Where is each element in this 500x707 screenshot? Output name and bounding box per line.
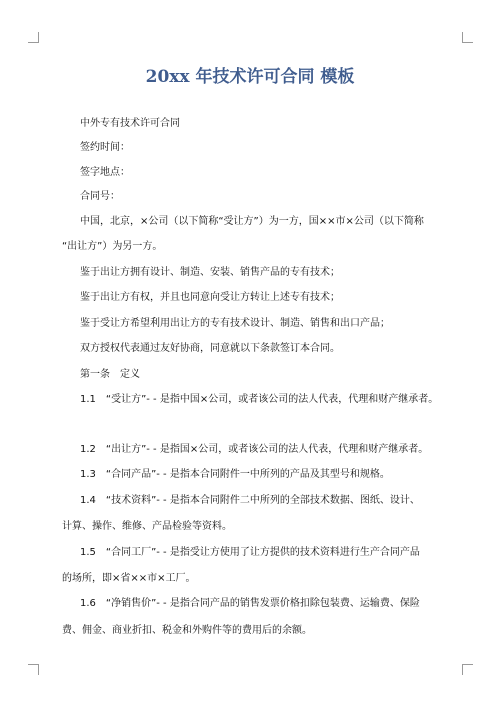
- crop-mark-bottom-right: [462, 664, 473, 675]
- definition-1-3: 1.3 “合同产品”- - 是指本合同附件一中所列的产品及其型号和规格。: [80, 469, 390, 480]
- whereas-line-1: 鉴于出让方拥有设计、制造、安装、销售产品的专有技术；: [80, 267, 340, 278]
- signing-place-line: 签字地点：: [80, 167, 130, 178]
- definition-1-6-line-2: 费、佣金、商业折扣、税金和外购件等的费用后的余额。: [62, 625, 312, 636]
- crop-mark-top-left: [28, 32, 39, 43]
- agreement-line: 双方授权代表通过友好协商，同意就以下条款签订本合同。: [80, 343, 340, 354]
- article-one-heading: 第一条 定义: [80, 369, 140, 380]
- whereas-line-3: 鉴于受让方希望利用出让方的专有技术设计、制造、销售和出口产品；: [80, 318, 390, 329]
- contract-heading: 中外专有技术许可合同: [80, 118, 180, 129]
- definition-1-5-line-1: 1.5 “合同工厂”- - 是指受让方使用了让方提供的技术资料进行生产合同产品: [80, 547, 420, 558]
- definition-1-4-line-1: 1.4 “技术资料”- - 是指本合同附件二中所列的全部技术数据、图纸、设计、: [80, 495, 420, 506]
- parties-line-2: “出让方”）为另一方。: [62, 241, 163, 252]
- crop-mark-top-right: [462, 32, 473, 43]
- definition-1-4-line-2: 计算、操作、维修、产品检验等资料。: [62, 521, 232, 532]
- whereas-line-2: 鉴于出让方有权，并且也同意向受让方转让上述专有技术；: [80, 292, 340, 303]
- crop-mark-bottom-left: [28, 664, 39, 675]
- signing-time-line: 签约时间：: [80, 142, 130, 153]
- definition-1-2: 1.2 “出让方”- - 是指国×公司，或者该公司的法人代表，代理和财产继承者。: [80, 444, 429, 455]
- contract-number-line: 合同号：: [80, 191, 120, 202]
- document-title: 20xx 年技术许可合同 模板: [145, 67, 355, 87]
- definition-1-6-line-1: 1.6 “净销售价”- - 是指合同产品的销售发票价格扣除包装费、运输费、保险: [80, 598, 420, 609]
- parties-line-1: 中国，北京，×公司（以下简称“受让方”）为一方，国××市×公司（以下简称: [80, 216, 424, 227]
- definition-1-5-line-2: 的场所，即×省××市×工厂。: [62, 573, 196, 584]
- definition-1-1: 1.1 “受让方”- - 是指中国×公司，或者该公司的法人代表，代理和财产继承者。: [80, 394, 439, 405]
